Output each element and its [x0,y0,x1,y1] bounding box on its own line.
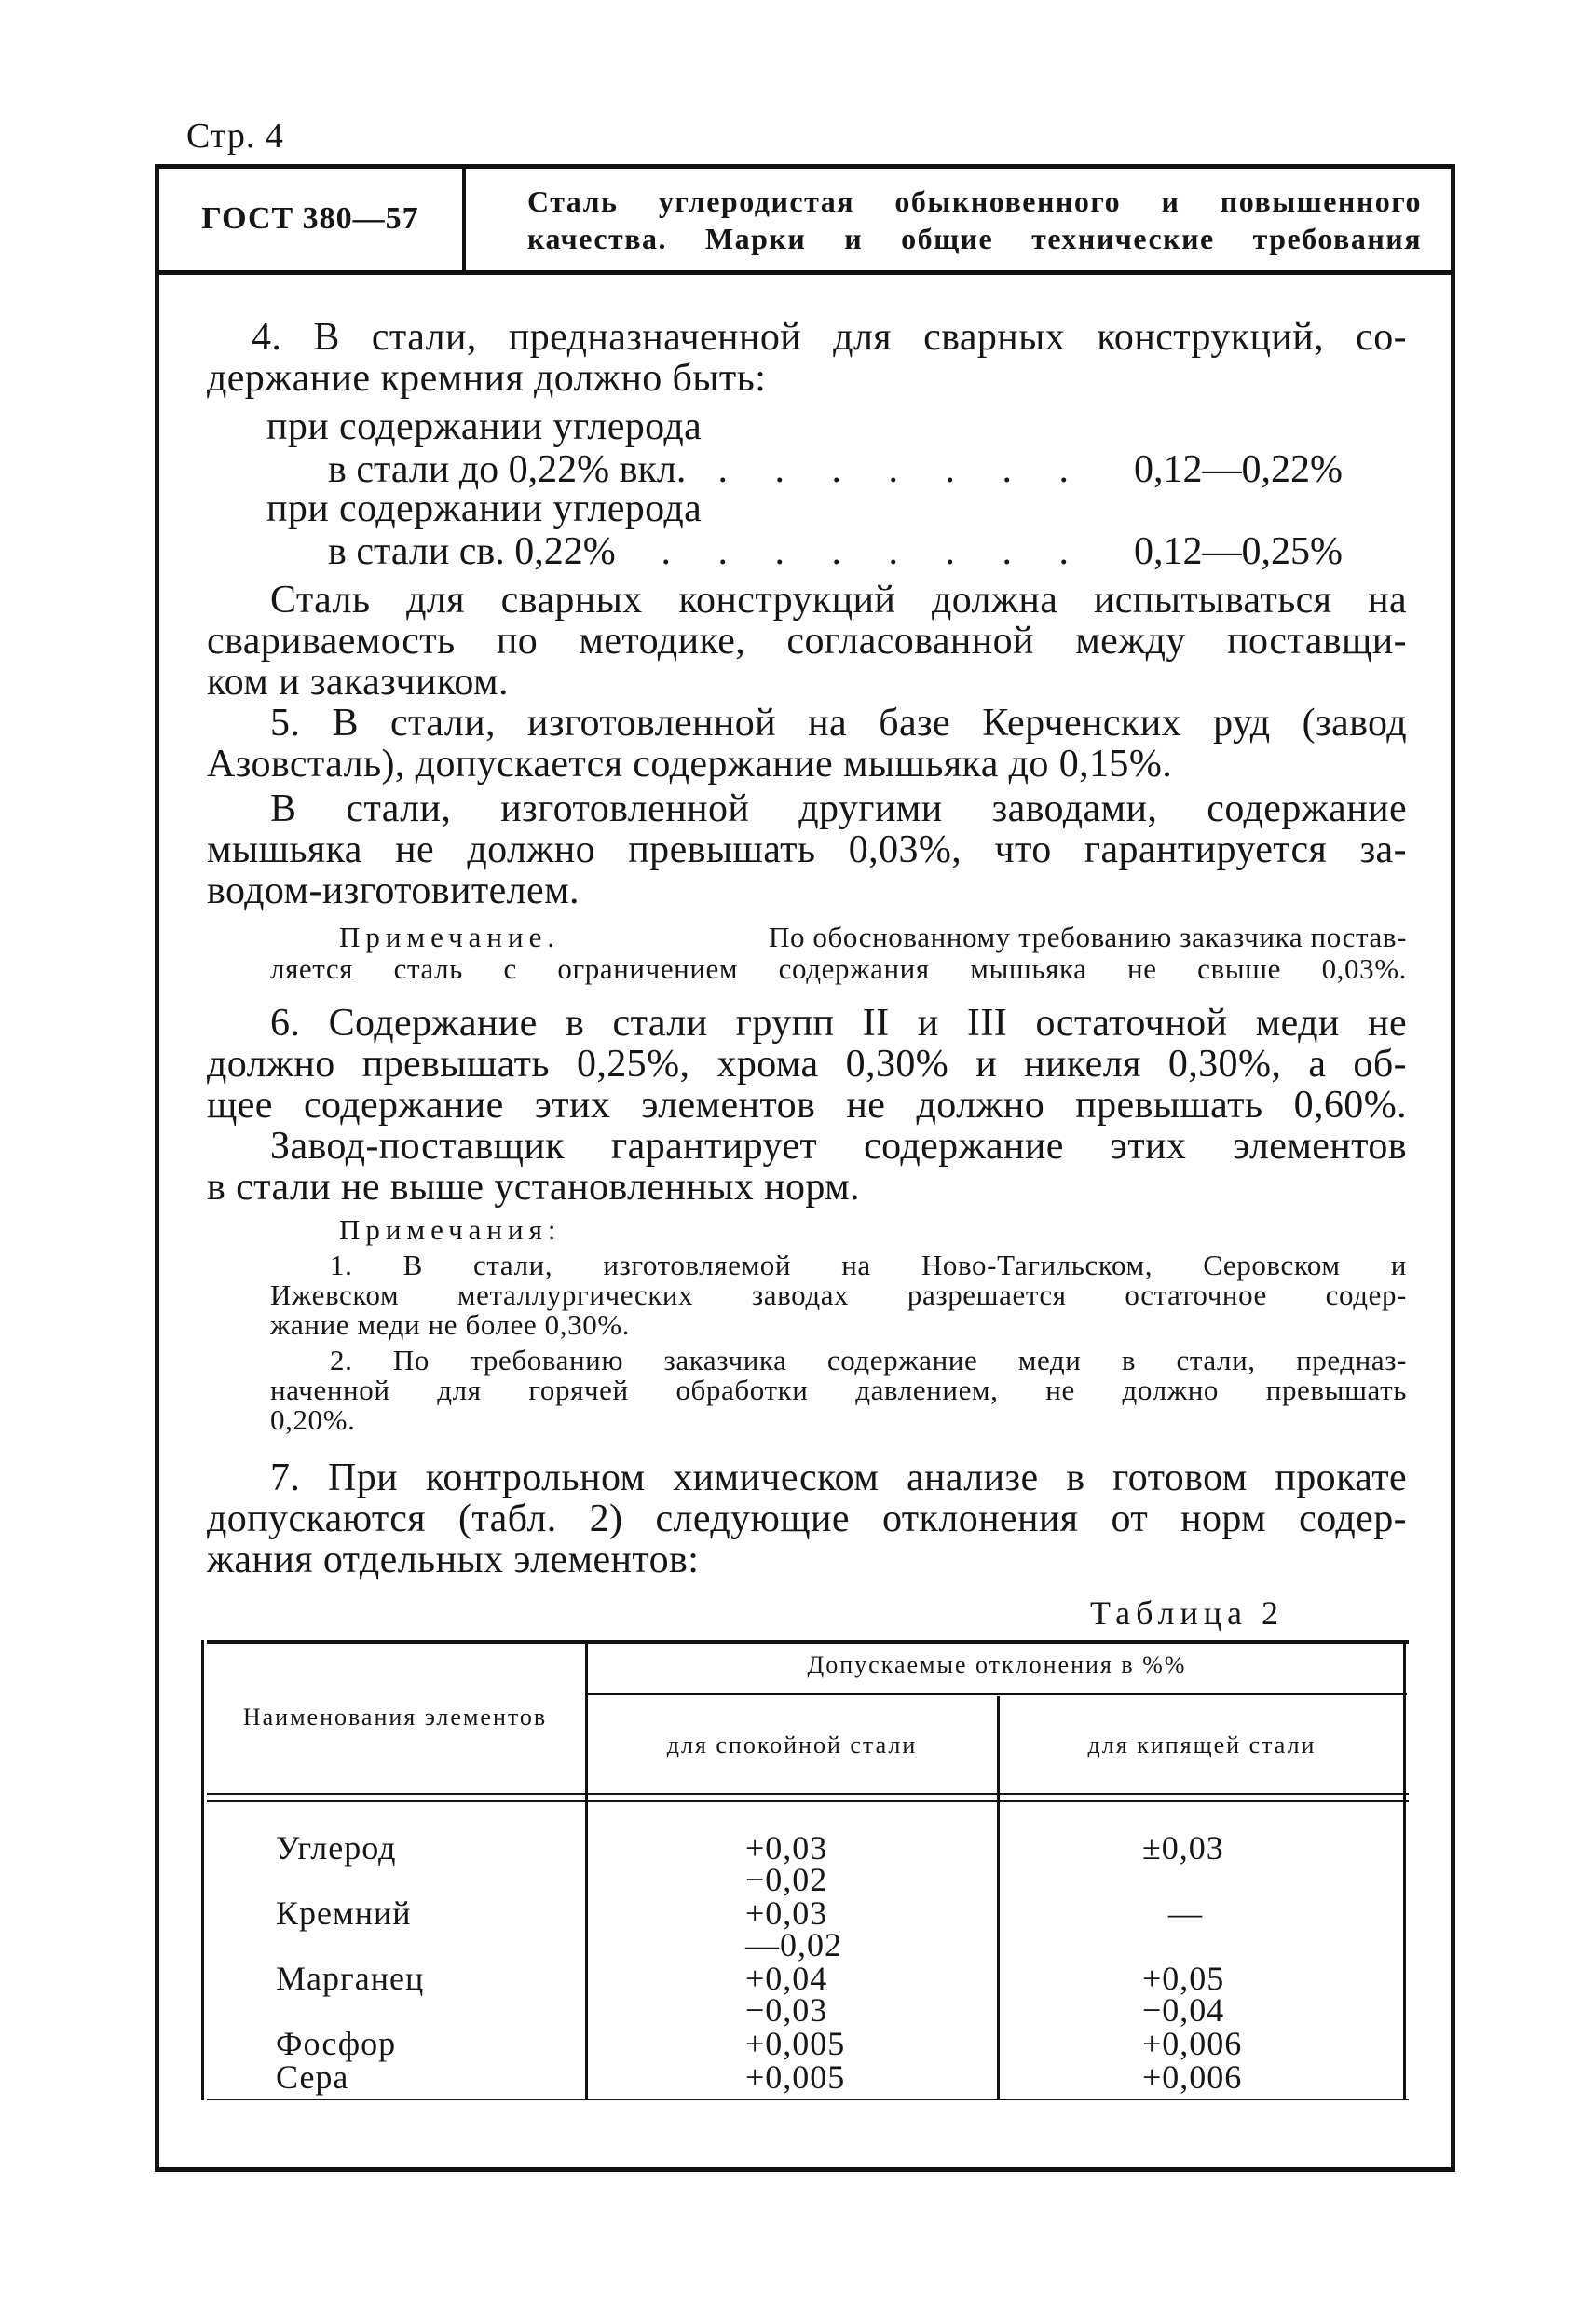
clause-4-weld-line: ком и заказчиком. [207,661,509,704]
table-row-boil-upper: +0,05 [1142,1960,1225,1997]
clause-6-note-line: 0,20%. [270,1403,356,1436]
table-row-name: Фосфор [276,2025,397,2062]
clause-4-line: держание кремния должно быть: [207,357,767,400]
table-col-boil-header: для кипящей стали [1087,1731,1316,1758]
table-row-boil-upper: — [1168,1894,1203,1932]
clause-4-item-row [266,447,1343,492]
table-row-calm-upper: +0,04 [745,1960,828,1997]
clause-4-weld-line: свариваемость по методике, согласованной между поставщи- [207,620,1407,663]
table-group-rule [587,1693,1407,1695]
clause-5-other-line: В стали, изготовленной другими заводами, содержание [270,787,1407,830]
clause-4-item-text: в стали св. 0,22% [328,530,616,573]
clause-6-guarantee-line: в стали не выше установленных норм. [207,1166,861,1209]
standard-title-line: Сталь углеродистая обыкновенного и повышенного [527,185,1422,218]
clause-6-line: должно превышать 0,25%, хрома 0,30% и никеля 0,30%, а об- [207,1043,1407,1086]
clause-5-line: Азовсталь), допускается содержание мышьяка до 0,15%. [207,743,1173,786]
table-row-name: Сера [276,2058,349,2096]
clause-5-line: 5. В стали, изготовленной на базе Керченских руд (завод [270,702,1407,745]
clause-4-item-value: 0,12—0,22% [1134,448,1343,491]
table-row-boil-upper: ±0,03 [1142,1829,1224,1867]
table-top-rule [207,1640,1409,1644]
header-divider [462,168,466,270]
clause-6-line: 6. Содержание в стали групп II и III остаточной меди не [270,1002,1407,1045]
clause-4-item-label: при содержании углерода [266,487,703,530]
table-row-boil-lower: −0,04 [1142,1991,1225,2029]
table-row-boil-upper: +0,006 [1142,2058,1243,2096]
clause-6-line: щее содержание этих элементов не должно превышать 0,60%. [207,1084,1407,1127]
table-header-rule [207,1800,1409,1802]
table-row-calm-upper: +0,005 [745,2058,846,2096]
leader-dots: . . . . . . . [717,448,1087,491]
header-bottom-rule [155,270,1455,275]
standard-code: ГОСТ 380—57 [201,201,419,236]
table-row-calm-upper: +0,03 [745,1829,828,1867]
table-header-rule [207,1793,1409,1795]
note-label: Примечание. [339,921,561,953]
table-col-calm-header: для спокойной стали [666,1731,918,1758]
standard-title [527,183,1422,257]
clause-6-note-line: 2. По требованию заказчика содержание меди в стали, предназ- [330,1344,1407,1376]
table-row-calm-lower: —0,02 [745,1926,842,1963]
table-row-name: Углерод [276,1829,397,1867]
table-col-divider [585,1642,588,2099]
table-col-group-header: Допускаемые отклонения в %% [807,1651,1187,1678]
clause-6-note-line: Ижевском металлургических заводах разрешается остаточное содер- [270,1279,1407,1311]
clause-4-line: 4. В стали, предназначенной для сварных конструкций, со- [252,316,1407,359]
clause-4-weld-line: Сталь для сварных конструкций должна испытываться на [270,579,1407,622]
table-row-calm-lower: −0,03 [745,1991,828,2029]
table-bottom-rule [207,2099,1409,2100]
clause-7-line: жания отдельных элементов: [207,1538,700,1581]
note-text: По обоснованному требованию заказчика постав- [768,921,1407,953]
clause-4-item-text: в стали до 0,22% вкл. [328,448,687,491]
page-number: Стр. 4 [186,116,284,156]
table-caption: Таблица 2 [1090,1594,1284,1632]
table-col-divider [997,1696,1000,2099]
table-left-border [201,1640,204,2100]
table-row-boil-upper: +0,006 [1142,2025,1243,2062]
notes-label: Примечания: [339,1213,562,1246]
clause-5-other-line: мышьяка не должно превышать 0,03%, что гарантируется за- [207,828,1407,871]
clause-6-guarantee-line: Завод-поставщик гарантирует содержание этих элементов [270,1125,1407,1168]
clause-4-item-row [266,529,1343,574]
clause-4-item-label: при содержании углерода [266,405,703,448]
table-col-name-header: Наименования элементов [242,1703,548,1730]
clause-5-note-line: ляется сталь с ограничением содержания мышьяка не свыше 0,03%. [270,952,1407,985]
table-row-calm-upper: +0,005 [745,2025,846,2062]
clause-5-note-line [339,923,1407,952]
clause-6-note-line: жание меди не более 0,30%. [270,1308,631,1341]
clause-7-line: 7. При контрольном химическом анализе в готовом прокате [270,1456,1407,1499]
clause-7-line: допускаются (табл. 2) следующие отклонения от норм содер- [207,1497,1407,1540]
clause-6-note-line: 1. В стали, изготовляемой на Ново-Тагильском, Серовском и [330,1249,1407,1281]
leader-dots: . . . . . . . . [661,530,1087,573]
table-row-calm-lower: −0,02 [745,1861,828,1898]
table-row-name: Кремний [276,1894,412,1932]
standard-title-line: качества. Марки и общие технические требования [527,222,1422,255]
clause-6-note-line: наченной для горячей обработки давлением, не должно превышать [270,1374,1407,1406]
table-right-border [1403,1642,1406,2099]
clause-4-item-value: 0,12—0,25% [1134,530,1343,573]
table-row-calm-upper: +0,03 [745,1894,828,1932]
table-row-name: Марганец [276,1960,425,1997]
clause-5-other-line: водом-изготовителем. [207,869,580,912]
